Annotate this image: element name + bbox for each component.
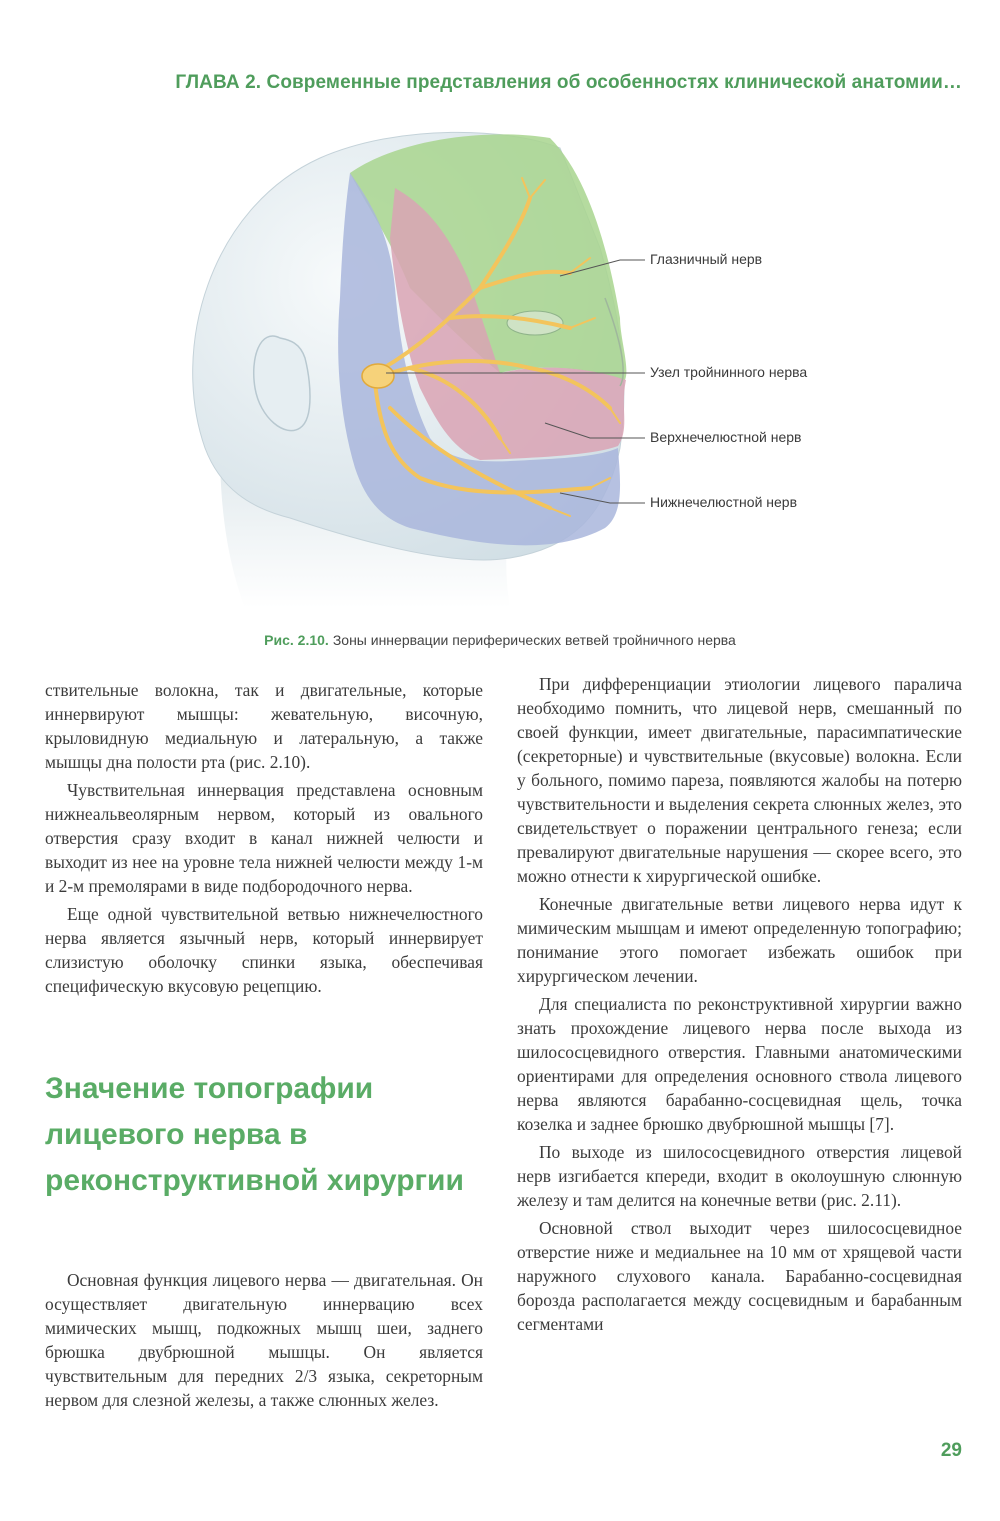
chapter-header: ГЛАВА 2. Современные представления об особенностях клинической анатомии…: [175, 72, 962, 93]
callout-ophthalmic-nerve: Глазничный нерв: [650, 251, 763, 267]
section-body: [45, 1268, 483, 1412]
caption-label: Рис. 2.10.: [264, 632, 329, 648]
left-column: [45, 678, 483, 998]
paragraph: ствительные волокна, так и двигательные, которые иннервируют мышцы: жевательную, височную, крыловидную медиальную и латеральную, а также мышцы дна полости рта (рис. 2.10).: [45, 680, 483, 772]
head-illustration: [150, 118, 870, 608]
callout-mandibular-nerve: Нижнечелюстной нерв: [650, 494, 798, 510]
paragraph: Для специалиста по реконструктивной хирургии важно знать прохождение лицевого нерва после выхода из шилососцевидного отверстия. Главными анатомическими ориентирами для определения основного ствола лицевого нерва являются барабанно-сосцевидная щель, точка козелка и заднее брюшко двубрюшной мышцы [7].: [517, 994, 962, 1134]
paragraph: Чувствительная иннервация представлена основным нижнеальвеолярным нервом, который из овального отверстия сразу входит в канал нижней челюсти и выходит из нее на уровне тела нижней челюсти между 1-м и 2-м премолярами в виде подбородочного нерва.: [45, 780, 483, 896]
paragraph: Основной ствол выходит через шилососцевидное отверстие ниже и медиальнее на 10 мм от хрящевой части наружного слухового канала. Барабанно-сосцевидная борозда располагается между сосцевидным и барабанным сегментами: [517, 1218, 962, 1334]
paragraph: Конечные двигательные ветви лицевого нерва идут к мимическим мышцам и имеют определенную топографию; понимание этого помогает избежать ошибок при хирургическом лечении.: [517, 894, 962, 986]
paragraph: Основная функция лицевого нерва — двигательная. Он осуществляет двигательную иннервацию всех мимических мышц, подкожных мышц шеи, заднего брюшка двубрюшной мышцы. Он является чувствительным для передних 2/3 языка, секреторным нервом для слезной железы, а также слюнных желез.: [45, 1270, 483, 1410]
page-number: 29: [940, 1440, 962, 1461]
figure-caption: [0, 632, 1000, 648]
caption-text: Зоны иннервации периферических ветвей тройничного нерва: [332, 632, 736, 648]
callout-maxillary-nerve: Верхнечелюстной нерв: [650, 429, 802, 445]
trigeminal-zones-figure: [150, 118, 870, 608]
trigeminal-ganglion: [362, 364, 394, 388]
paragraph: Еще одной чувствительной ветвью нижнечелюстного нерва является язычный нерв, который иннервирует слизистую оболочку спинки языка, обеспечивая специфическую вкусовую рецепцию.: [45, 904, 483, 996]
callout-trigeminal-ganglion: Узел тройнинного нерва: [650, 364, 808, 380]
paragraph: При дифференциации этиологии лицевого паралича необходимо помнить, что лицевой нерв, смешанный по своей функции, имеет двигательные, парасимпатические (секреторные) и чувствительные (вкусовые) волокна. Если у больного, помимо пареза, появляются жалобы на потерю чувствительности и выделения секрета слюнных желез, это свидетельствует о поражении центрального генеза; если превалируют двигательные нарушения — скорее всего, это можно отнести к хирургической ошибке.: [517, 674, 962, 886]
paragraph: По выходе из шилососцевидного отверстия лицевой нерв изгибается кпереди, входит в околоушную слюнную железу и там делится на конечные ветви (рис. 2.11).: [517, 1142, 962, 1210]
section-heading: Значение топографии лицевого нерва в реконструктивной хирургии: [45, 1072, 464, 1197]
right-column: [517, 672, 962, 1336]
